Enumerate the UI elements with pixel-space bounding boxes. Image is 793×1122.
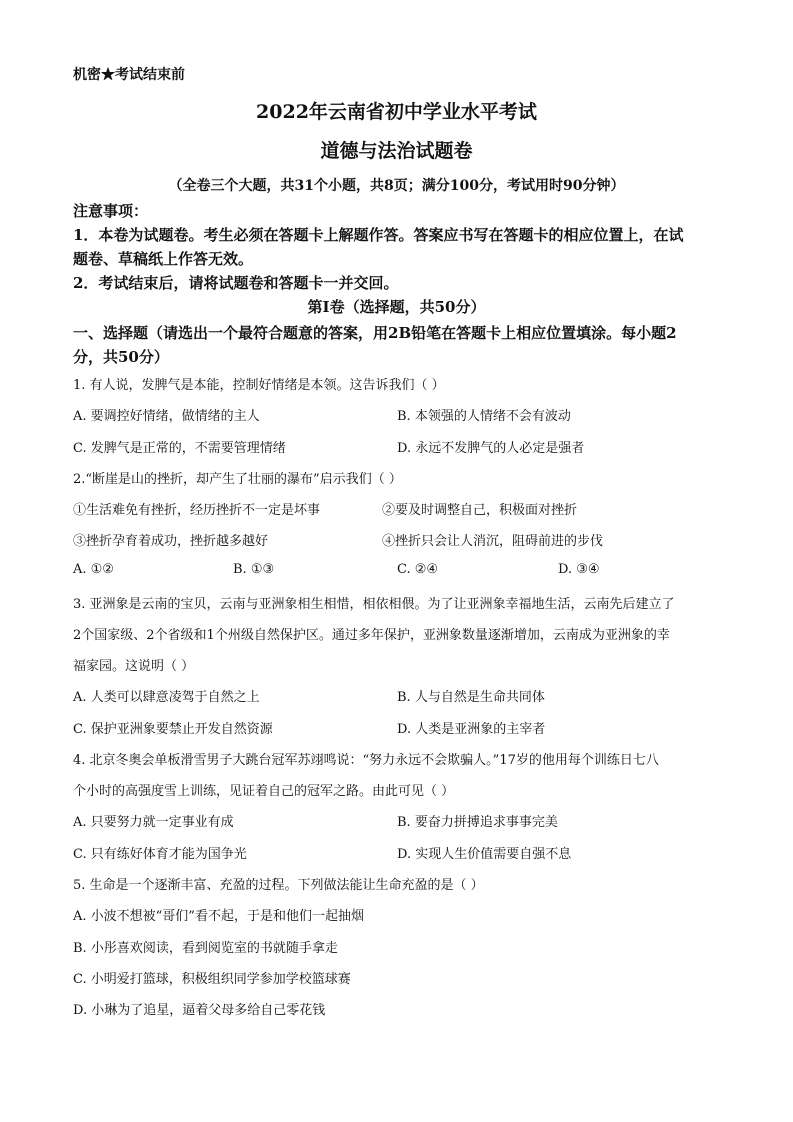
question-1-option-b: B. 本领强的人情绪不会有波动 <box>397 409 571 424</box>
question-1-option-a: A. 要调控好情绪，做情绪的主人 <box>73 409 260 424</box>
part-one-heading: 第Ⅰ卷（选择题，共50分） <box>307 298 486 316</box>
question-4-option-d: D. 实现人生价值需要自强不息 <box>397 847 572 862</box>
notice-item-2: 2．考试结束后，请将试题卷和答题卡一并交回。 <box>73 274 399 292</box>
section-instructions-line-2: 分，共50分） <box>73 348 169 366</box>
question-2-option-c: C. ②④ <box>397 562 439 577</box>
question-1-option-d: D. 永远不发脾气的人必定是强者 <box>397 441 585 456</box>
question-4-option-c: C. 只有练好体育才能为国争光 <box>73 847 247 862</box>
question-5-option-a: A. 小波不想被“哥们”看不起，于是和他们一起抽烟 <box>73 909 364 924</box>
question-2-statement-2: ②要及时调整自己，积极面对挫折 <box>382 503 578 518</box>
question-1-stem: 1. 有人说，发脾气是本能，控制好情绪是本领。这告诉我们（ ） <box>73 378 445 393</box>
question-2-statement-3: ③挫折孕育着成功，挫折越多越好 <box>73 534 269 549</box>
question-3-option-b: B. 人与自然是生命共同体 <box>397 690 545 705</box>
question-4-stem-line-1: 4. 北京冬奥会单板滑雪男子大跳台冠军苏翊鸣说：“努力永远不会欺骗人。”17岁的他用每个训练日七八 <box>73 753 659 768</box>
question-3-stem-line-1: 3. 亚洲象是云南的宝贝，云南与亚洲象相生相惜，相依相偎。为了让亚洲象幸福地生活，云南先后建立了 <box>73 597 675 612</box>
question-4-option-b: B. 要奋力拼搏追求事事完美 <box>397 815 558 830</box>
question-2-option-a: A. ①② <box>73 562 114 577</box>
question-2-statement-4: ④挫折只会让人消沉，阻碍前进的步伐 <box>382 534 604 549</box>
question-2-stem: 2.“断崖是山的挫折，却产生了壮丽的瀑布”启示我们（ ） <box>73 472 402 487</box>
question-5-option-c: C. 小明爱打篮球，积极组织同学参加学校篮球赛 <box>73 972 351 987</box>
question-5-option-b: B. 小彤喜欢阅读，看到阅览室的书就随手拿走 <box>73 941 338 956</box>
question-5-option-d: D. 小琳为了追星，逼着父母多给自己零花钱 <box>73 1003 326 1018</box>
section-instructions-line-1: 一、选择题（请选出一个最符合题意的答案，用2B铅笔在答题卡上相应位置填涂。每小题2 <box>73 324 677 342</box>
question-2-option-b: B. ①③ <box>233 562 275 577</box>
exam-title: 2022年云南省初中学业水平考试 <box>256 101 537 123</box>
question-4-stem-line-2: 个小时的高强度雪上训练，见证着自己的冠军之路。由此可见（ ） <box>73 784 455 799</box>
question-4-option-a: A. 只要努力就一定事业有成 <box>73 815 234 830</box>
question-3-stem-line-2: 2个国家级、2个省级和1个州级自然保护区。通过多年保护，亚洲象数量逐渐增加，云南成为亚洲象的幸 <box>73 628 670 643</box>
exam-subtitle: 道德与法治试题卷 <box>320 140 473 162</box>
question-3-stem-line-3: 福家园。这说明（ ） <box>73 659 195 674</box>
question-2-option-d: D. ③④ <box>558 562 600 577</box>
question-2-statement-1: ①生活难免有挫折，经历挫折不一定是坏事 <box>73 503 321 518</box>
question-3-option-c: C. 保护亚洲象要禁止开发自然资源 <box>73 722 273 737</box>
notice-item-1-line-2: 题卷、草稿纸上作答无效。 <box>73 250 254 268</box>
confidential-label: 机密★考试结束前 <box>73 67 185 83</box>
question-1-option-c: C. 发脾气是正常的，不需要管理情绪 <box>73 441 286 456</box>
question-5-stem: 5. 生命是一个逐渐丰富、充盈的过程。下列做法能让生命充盈的是（ ） <box>73 878 484 893</box>
notice-heading: 注意事项： <box>73 202 149 220</box>
exam-info-note: （全卷三个大题，共31个小题，共8页；满分100分，考试用时90分钟） <box>168 178 625 194</box>
question-3-option-a: A. 人类可以肆意凌驾于自然之上 <box>73 690 260 705</box>
notice-item-1-line-1: 1．本卷为试题卷。考生必须在答题卡上解题作答。答案应书写在答题卡的相应位置上，在试 <box>73 226 684 244</box>
question-3-option-d: D. 人类是亚洲象的主宰者 <box>397 722 546 737</box>
